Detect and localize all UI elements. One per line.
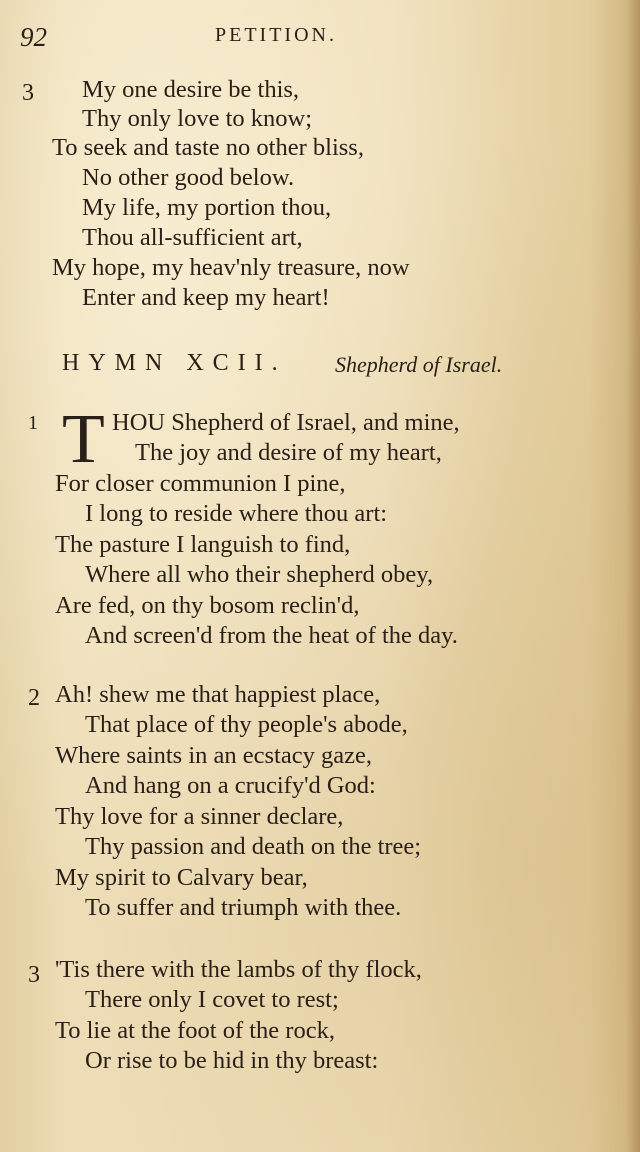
hymn-subtitle: Shepherd of Israel. — [335, 352, 503, 377]
verse-line: Thou all-sufficient art, — [82, 224, 303, 251]
verse-line: My life, my portion thou, — [82, 194, 332, 221]
verse-line: Are fed, on thy bosom reclin'd, — [55, 592, 360, 619]
verse-line: Or rise to be hid in thy breast: — [85, 1047, 379, 1074]
verse-line: Where saints in an ecstacy gaze, — [55, 742, 372, 769]
verse-line: I long to reside where thou art: — [85, 500, 388, 527]
verse-line: No other good below. — [82, 164, 295, 191]
hymn-title: HYMN XCII. — [62, 350, 287, 376]
verse-line: 'Tis there with the lambs of thy flock, — [55, 956, 422, 983]
verse-line: That place of thy people's abode, — [85, 711, 408, 738]
verse-line: Ah! shew me that happiest place, — [55, 681, 381, 708]
stanza-number: 1 — [28, 412, 38, 434]
verse-line: My one desire be this, — [82, 76, 300, 103]
running-head: PETITION. — [215, 24, 337, 46]
verse-line: And screen'd from the heat of the day. — [85, 622, 458, 649]
verse-line: For closer communion I pine, — [55, 470, 346, 497]
verse-line: To lie at the foot of the rock, — [55, 1017, 335, 1044]
verse-line: And hang on a crucify'd God: — [85, 772, 376, 799]
verse-line: To suffer and triumph with thee. — [85, 894, 402, 921]
verse-line: The pasture I languish to find, — [55, 531, 351, 558]
page-header — [0, 22, 640, 52]
drop-cap: T — [62, 401, 105, 478]
verse-line: To seek and taste no other bliss, — [52, 134, 364, 161]
verse-line: Thy passion and death on the tree; — [85, 833, 422, 860]
stanza-number: 3 — [28, 962, 40, 988]
verse-line: My spirit to Calvary bear, — [55, 864, 308, 891]
verse-line: The joy and desire of my heart, — [135, 439, 442, 466]
stanza-number: 3 — [22, 80, 34, 106]
page-number: 92 — [20, 22, 47, 52]
verse-line: Where all who their shepherd obey, — [85, 561, 434, 588]
stanza-number: 2 — [28, 685, 40, 711]
verse-line: My hope, my heav'nly treasure, now — [52, 254, 410, 281]
verse-line: Thy only love to know; — [82, 105, 313, 132]
verse-line: Thy love for a sinner declare, — [55, 803, 344, 830]
verse-line: There only I covet to rest; — [85, 986, 339, 1013]
verse-line: Enter and keep my heart! — [82, 284, 330, 311]
verse-line: HOU Shepherd of Israel, and mine, — [112, 409, 460, 436]
